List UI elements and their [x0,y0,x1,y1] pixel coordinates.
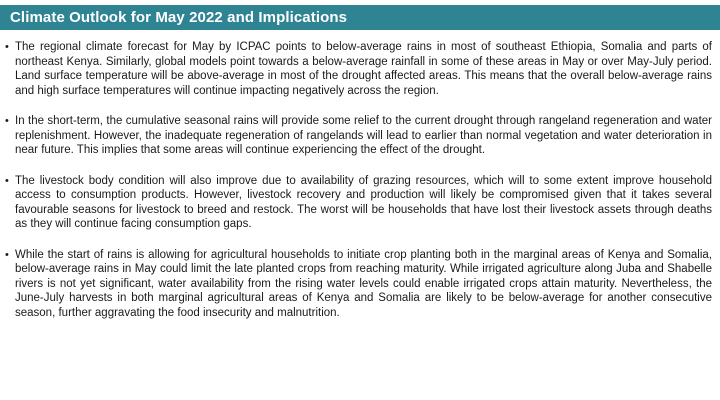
bullet-text: While the start of rains is allowing for agricultural households to initiate crop planting both in the marginal areas of Kenya and Somalia, below-average rains in May could limit the late planted crops from reaching maturity. While irrigated agriculture along Juba and Shabelle rivers is not yet significant, water availability from the rising water levels could enable irrigated crops attain maturity. Nevertheless, the June-July harvests in both marginal agricultural areas of Kenya and Somalia are likely to be below-average for another consecutive season, further aggravating the food insecurity and malnutrition. [15,248,712,319]
bullet-item-livestock [5,174,712,232]
bullet-list [5,40,712,336]
bullet-dot-icon: • [5,41,9,53]
section-title: Climate Outlook for May 2022 and Implications [10,9,348,26]
bullet-item-agriculture [5,248,712,321]
bullet-text: The regional climate forecast for May by ICPAC points to below-average rains in most of southeast Ethiopia, Somalia and parts of northeast Kenya. Similarly, global models point towards a below-average rainfall in some of these areas in May or over May-July period. Land surface temperature will be above-average in most of the drought affected areas. This means that the overall below-average rains and high surface temperatures will continue impacting negatively across the region. [15,41,712,97]
section-header [0,5,720,30]
bullet-text: The livestock body condition will also improve due to availability of grazing resources, which will to some extent improve household access to consumption products. However, livestock recovery and production will likely be compromised given that it takes several favourable seasons for livestock to breed and restock. The worst will be households that have lost their livestock assets through deaths as they will continue facing consumption gaps. [15,174,712,230]
bullet-dot-icon: • [5,248,9,261]
bullet-item-short-term [5,114,712,158]
bullet-text: In the short-term, the cumulative seasonal rains will provide some relief to the current drought through rangeland regeneration and water replenishment. However, the inadequate regeneration of rangelands will lead to earlier than normal vegetation and water deterioration in near future. This implies that some areas will continue experiencing the effect of the drought. [15,115,712,156]
bullet-item-forecast [5,40,712,98]
bullet-dot-icon: • [5,115,9,127]
bullet-dot-icon: • [5,174,9,187]
